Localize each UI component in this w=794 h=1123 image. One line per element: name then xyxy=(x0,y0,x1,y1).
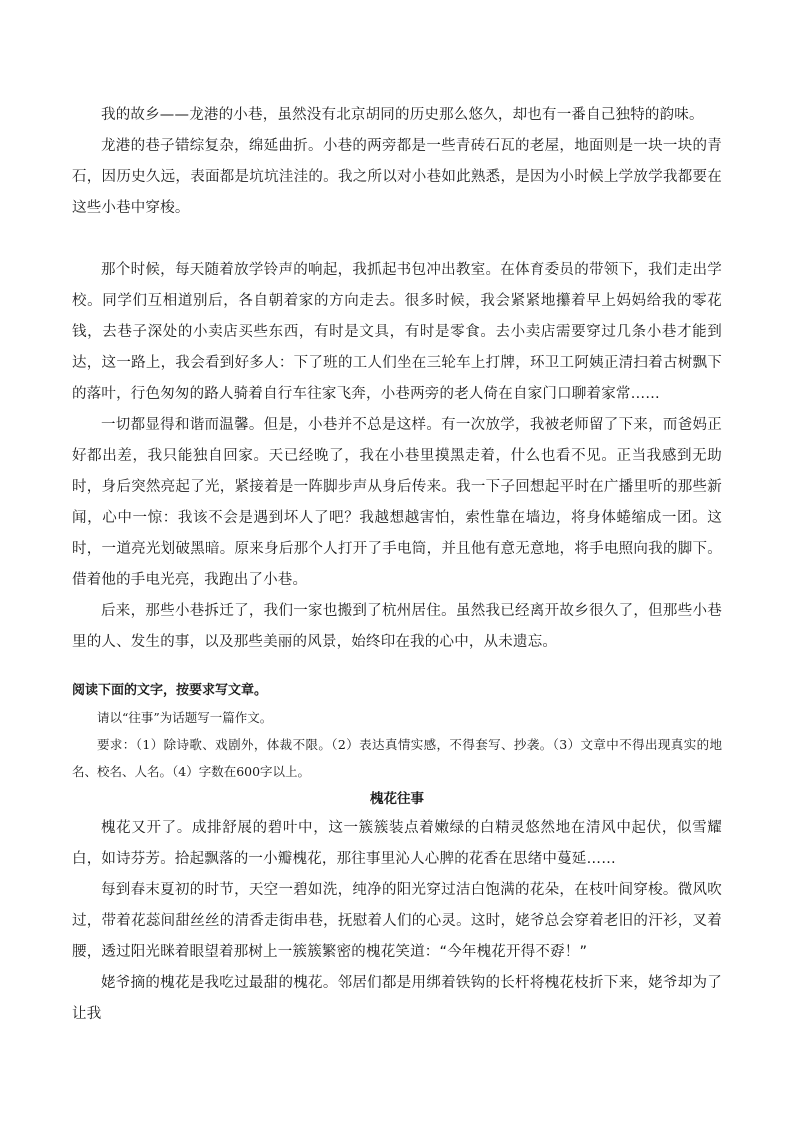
essay2-paragraph-1: 槐花又开了。成排舒展的碧叶中，这一簇簇装点着嫩绿的白精灵悠然地在清风中起伏，似雪耀白，如诗芬芳。拾起飘落的一小瓣槐花，那往事里沁人心脾的花香在思绪中蔓延…… xyxy=(72,820,722,867)
essay1-paragraph-5: 后来，那些小巷拆迁了，我们一家也搬到了杭州居住。虽然我已经离开故乡很久了，但那些小巷里的人、发生的事，以及那些美丽的风景，始终印在我的心中，从未遗忘。 xyxy=(72,603,722,650)
essay1-paragraph-4: 一切都显得和谐而温馨。但是，小巷并不总是这样。有一次放学，我被老师留了下来，而爸妈正好都出差，我只能独自回家。天已经晚了，我在小巷里摸黑走着，什么也看不见。正当我感到无助时，身后突然亮起了光，紧接着是一阵脚步声从身后传来。我一下子回想起平时在广播里听的那些新闻，心中一惊：我该不会是遇到坏人了吧？我越想越害怕，索性靠在墙边，将身体蜷缩成一团。这时，一道亮光划破黑暗。原来身后那个人打开了手电筒，并且他有意无意地，将手电照向我的脚下。借着他的手电光亮，我跑出了小巷。 xyxy=(72,417,722,588)
prompt-instruction: 阅读下面的文字，按要求写文章。 xyxy=(72,683,268,698)
section-gap xyxy=(72,658,722,678)
prompt-topic: 请以“往事”为话题写一篇作文。 xyxy=(97,710,273,725)
prompt-requirements: 要求：（1）除诗歌、戏剧外，体裁不限。（2）表达真情实感，不得套写、抄袭。（3）文章中不得出现真实的地名、校名、人名。（4）字数在600字以上。 xyxy=(72,737,722,779)
essay1-paragraph-2: 龙港的巷子错综复杂，绵延曲折。小巷的两旁都是一些青砖石瓦的老屋，地面则是一块一块的青石，因历史久远，表面都是坑坑洼洼的。我之所以对小巷如此熟悉，是因为小时候上学放学我都要在这些小巷中穿梭。 xyxy=(72,138,722,216)
essay1-paragraph-3: 那个时候，每天随着放学铃声的响起，我抓起书包冲出教室。在体育委员的带领下，我们走出学校。同学们互相道别后，各自朝着家的方向走去。很多时候，我会紧紧地攥着早上妈妈给我的零花钱，去巷子深处的小卖店买些东西，有时是文具，有时是零食。去小卖店需要穿过几条小巷才能到达，这一路上，我会看到好多人：下了班的工人们坐在三轮车上打牌，环卫工阿姨正清扫着古树飘下的落叶，行色匆匆的路人骑着自行车往家飞奔，小巷两旁的老人倚在自家门口聊着家常…… xyxy=(72,262,722,402)
paragraph-gap xyxy=(72,224,722,255)
essay2-paragraph-2: 每到春末夏初的时节，天空一碧如洗，纯净的阳光穿过洁白饱满的花朵，在枝叶间穿梭。微风吹过，带着花蕊间甜丝丝的清香走街串巷，抚慰着人们的心灵。这时，姥爷总会穿着老旧的汗衫，叉着腰，透过阳光眯着眼望着那树上一簇簇繁密的槐花笑道：“今年槐花开得不孬！” xyxy=(72,882,722,960)
document-page xyxy=(72,100,722,1030)
essay1-paragraph-1: 我的故乡——龙港的小巷，虽然没有北京胡同的历史那么悠久，却也有一番自己独特的韵味。 xyxy=(101,107,704,123)
essay2-title: 槐花往事 xyxy=(370,791,424,807)
essay2-paragraph-3: 姥爷摘的槐花是我吃过最甜的槐花。邻居们都是用绑着铁钩的长杆将槐花枝折下来，姥爷却为了让我 xyxy=(72,975,722,1022)
